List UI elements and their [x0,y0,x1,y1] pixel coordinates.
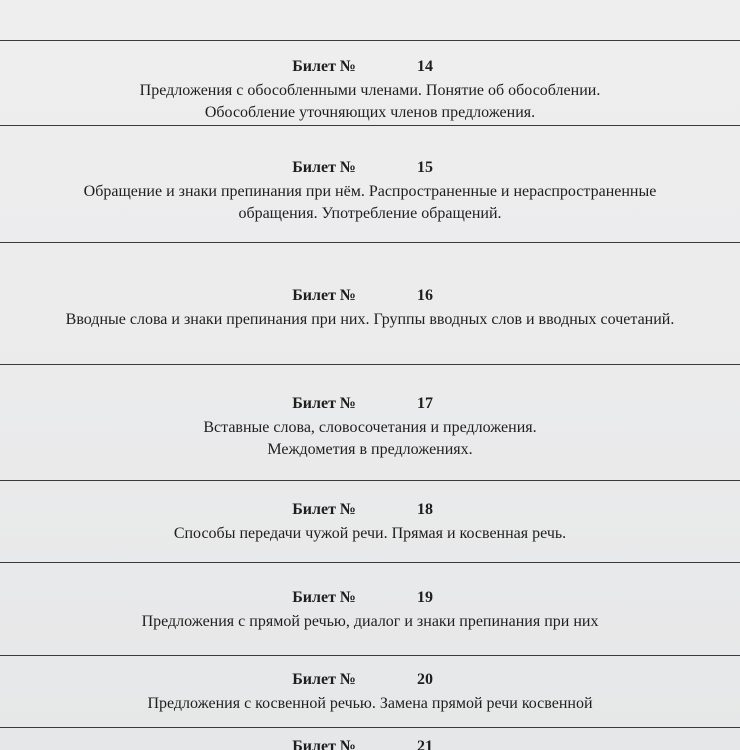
ticket-number: 20 [417,671,433,688]
ticket-label: Билет № [292,159,356,176]
ticket-header [0,589,740,611]
ticket-number: 21 [417,738,433,750]
ticket-text-line: Междометия в предложениях. [267,441,473,458]
ticket-label: Билет № [292,501,356,518]
ticket-18 [0,501,740,545]
ticket-header [0,395,740,417]
ticket-number: 16 [417,287,433,304]
ticket-text-line: Предложения с обособленными членами. Понятие об обособлении. [139,82,601,99]
ticket-16 [0,287,740,331]
ticket-text-line: Предложения с прямой речью, диалог и знаки препинания при них [141,613,599,630]
ticket-text-line: Вставные слова, словосочетания и предложения. [203,419,537,436]
ticket-header [0,58,740,80]
ticket-label: Билет № [292,589,356,606]
ticket-header [0,738,740,750]
ticket-17 [0,395,740,461]
ticket-number: 14 [417,58,433,75]
ticket-header [0,671,740,693]
ticket-text-line: Обращение и знаки препинания при нём. Распространенные и нераспространенные [83,183,657,200]
ticket-divider [0,562,740,563]
ticket-text-line: Обособление уточняющих членов предложения. [204,104,536,121]
ticket-text-line: Предложения с косвенной речью. Замена прямой речи косвенной [147,695,593,712]
ticket-label: Билет № [292,738,356,750]
ticket-21 [0,738,740,750]
ticket-header [0,287,740,309]
ticket-14 [0,58,740,124]
ticket-number: 17 [417,395,433,412]
ticket-label: Билет № [292,58,356,75]
ticket-text-line: Способы передачи чужой речи. Прямая и косвенная речь. [173,525,567,542]
ticket-divider [0,242,740,243]
ticket-divider [0,125,740,126]
ticket-15 [0,159,740,225]
ticket-number: 15 [417,159,433,176]
ticket-divider [0,655,740,656]
ticket-number: 19 [417,589,433,606]
ticket-number: 18 [417,501,433,518]
ticket-20 [0,671,740,715]
ticket-19 [0,589,740,633]
ticket-divider [0,480,740,481]
ticket-divider [0,40,740,41]
ticket-text-line: Вводные слова и знаки препинания при них. Группы вводных слов и вводных сочетаний. [65,311,675,328]
ticket-header [0,501,740,523]
ticket-header [0,159,740,181]
ticket-divider [0,364,740,365]
ticket-text-line: обращения. Употребление обращений. [238,205,502,222]
ticket-label: Билет № [292,287,356,304]
ticket-label: Билет № [292,671,356,688]
ticket-label: Билет № [292,395,356,412]
ticket-divider [0,727,740,728]
